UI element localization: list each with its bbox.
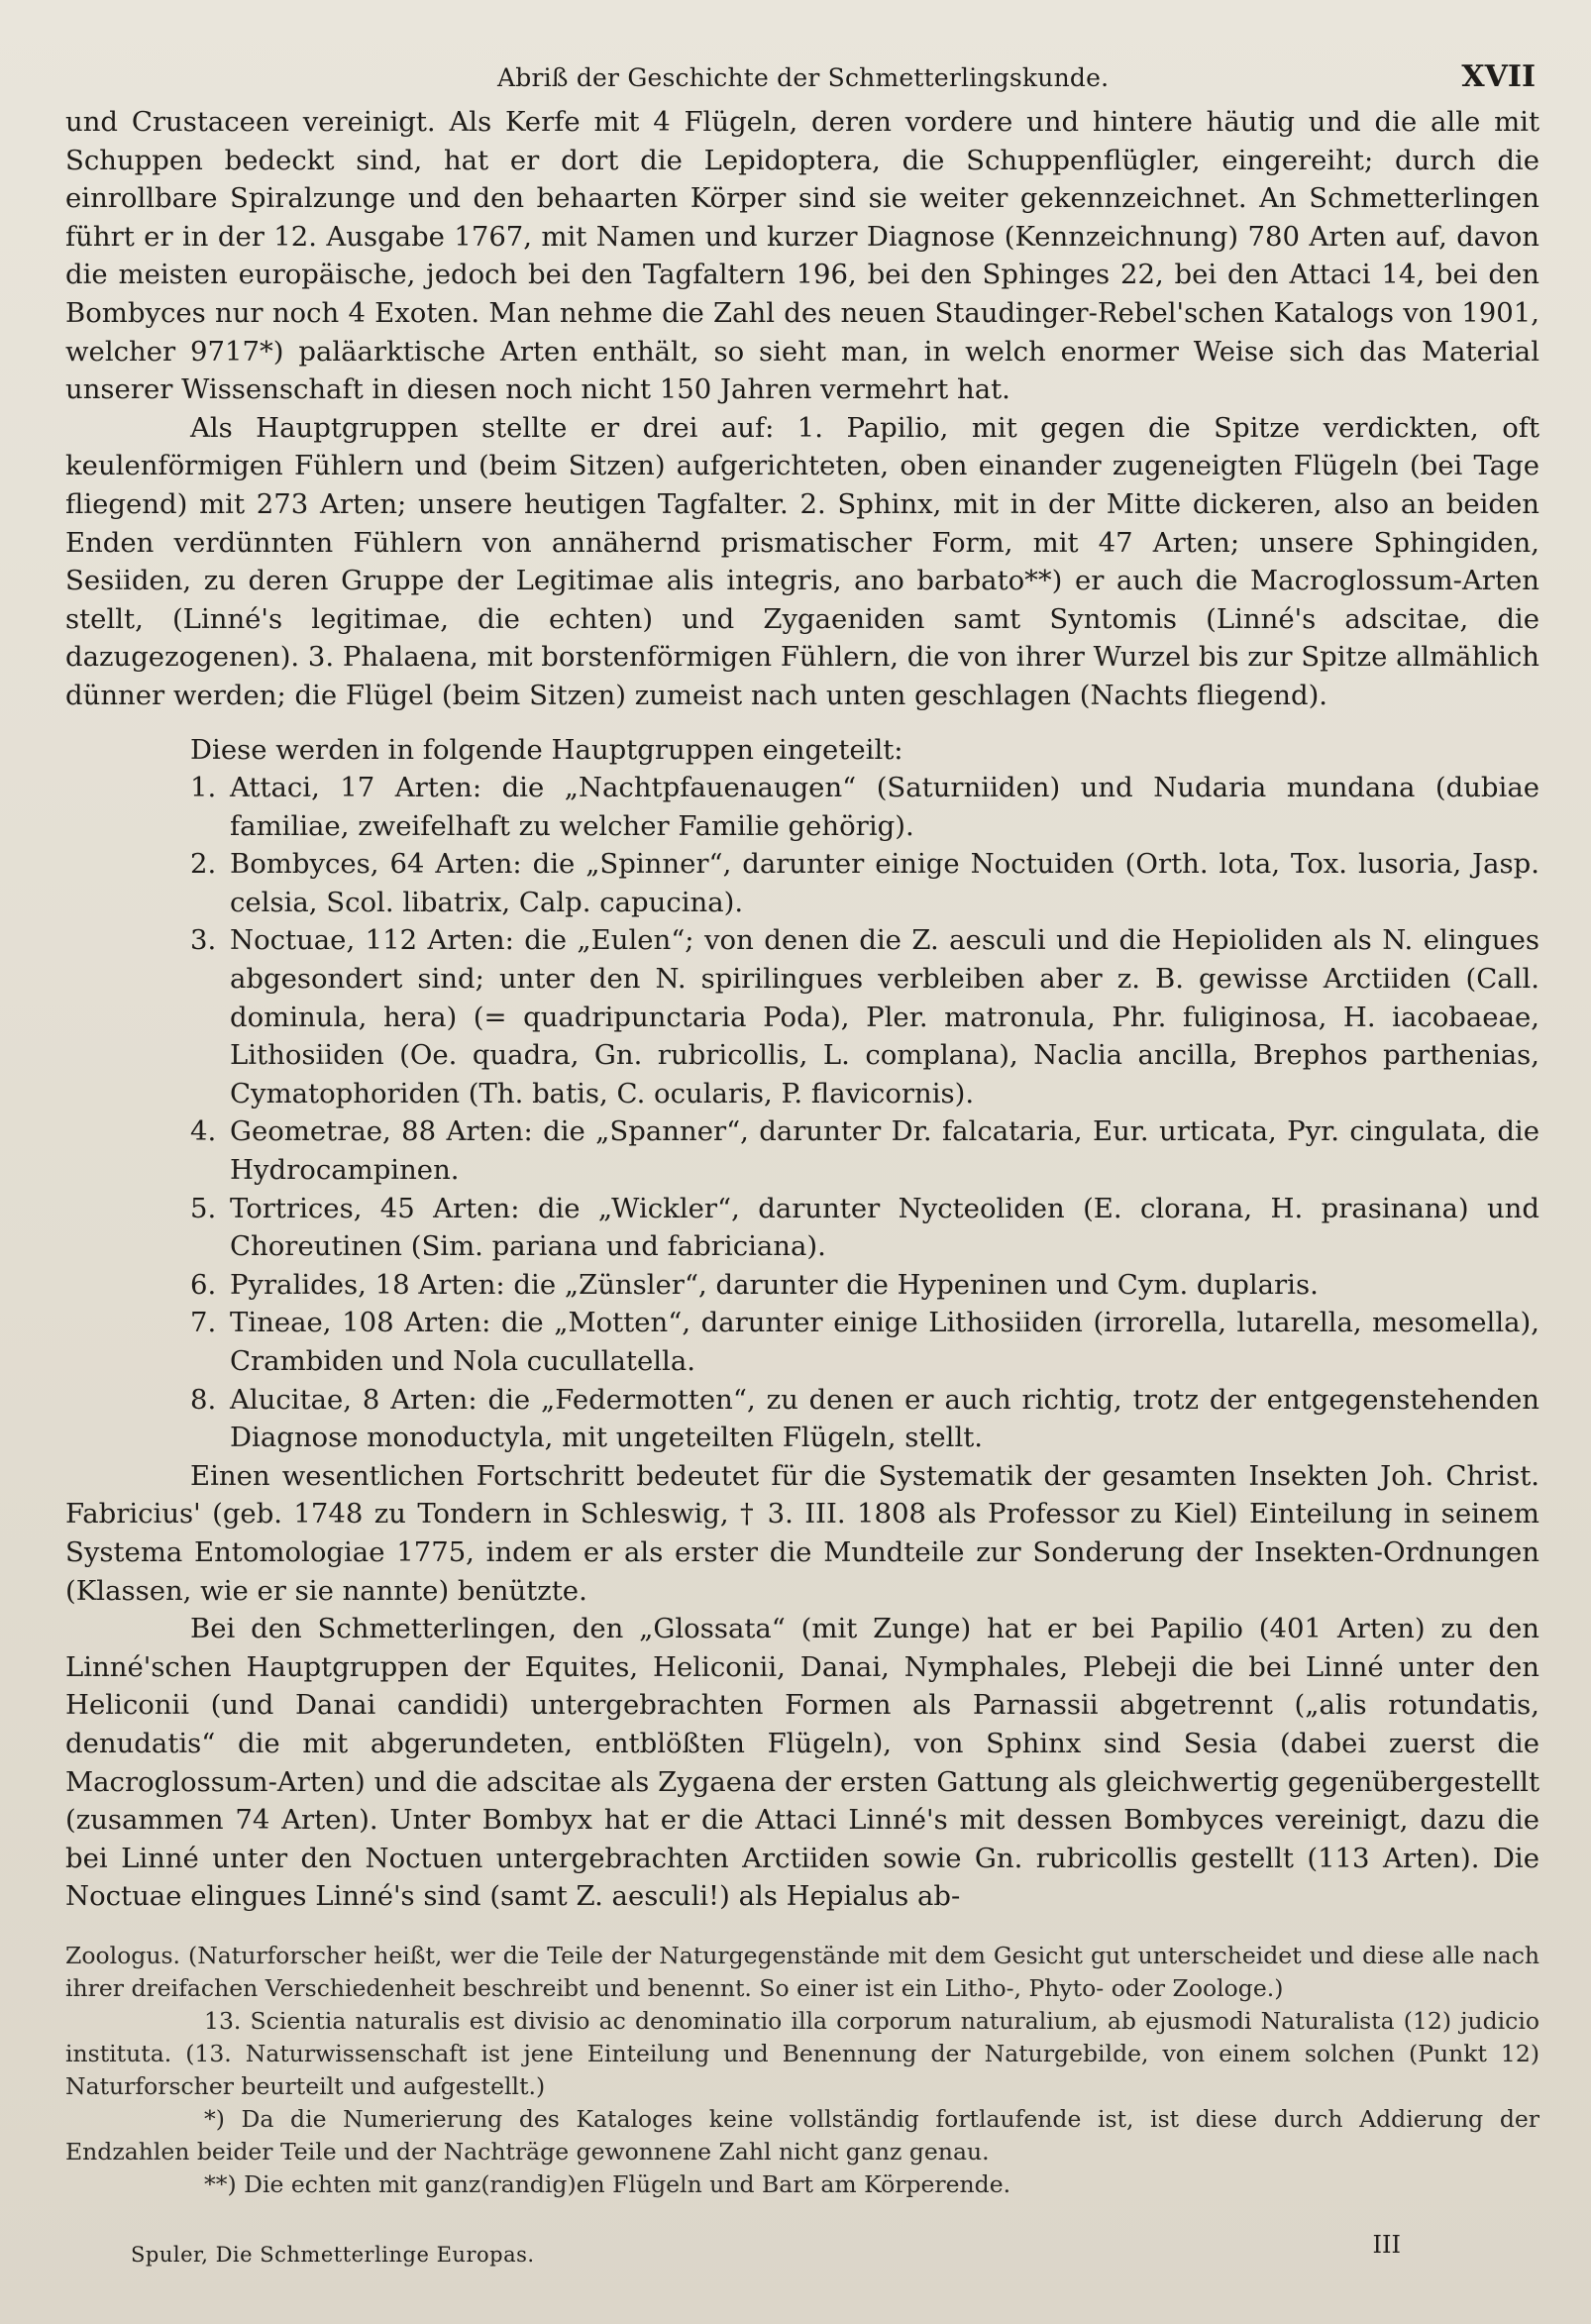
list-item-text: Attaci, 17 Arten: die „Nachtpfauenaugen“ (Saturniiden) und Nudaria mundana (dubiae familiae, zweifelhaft zu welcher Familie gehörig).	[230, 772, 1539, 842]
footnote-continuation: Zoologus. (Naturforscher heißt, wer die Teile der Naturgegenstände mit dem Gesicht gut unterscheidet und diese alle nach ihrer dreifachen Verschiedenheit beschreibt und benennt. So einer ist ein Litho-, Phyto- oder Zoologe.)	[65, 1941, 1539, 2002]
list-item	[190, 1304, 1539, 1380]
list-item-number: 1.	[190, 772, 217, 804]
list-item	[190, 1190, 1539, 1266]
paragraph-linnaeus-classification: und Crustaceen vereinigt. Als Kerfe mit 4 Flügeln, deren vordere und hintere häutig und die alle mit Schuppen bedeckt sind, hat er dort die Lepidoptera, die Schuppenflügler, eingereiht; durch die einrollbare Spiralzunge und den behaarten Körper sind sie weiter gekennzeichnet. An Schmetterlingen führt er in der 12. Ausgabe 1767, mit Namen und kurzer Diagnose (Kennzeichnung) 780 Arten auf, davon die meisten europäische, jedoch bei den Tagfaltern 196, bei den Sphinges 22, bei den Attaci 14, bei den Bombyces nur noch 4 Exoten. Man nehme die Zahl des neuen Staudinger-Rebel'schen Katalogs von 1901, welcher 9717*) paläarktische Arten enthält, so sieht man, in welch enormer Weise sich das Material unserer Wissenschaft in diesen noch nicht 150 Jahren vermehrt hat.	[65, 106, 1539, 406]
list-item	[190, 1266, 1539, 1305]
list-item-text: Pyralides, 18 Arten: die „Zünsler“, darunter die Hypeninen und Cym. duplaris.	[230, 1268, 1319, 1301]
list-item-number: 5.	[190, 1192, 217, 1224]
list-item-number: 3.	[190, 924, 217, 957]
list-item	[190, 845, 1539, 921]
running-head	[65, 59, 1539, 103]
list-item	[190, 1381, 1539, 1457]
main-text	[65, 103, 1539, 1916]
page-footer	[65, 2231, 1539, 2271]
list-item-text: Geometrae, 88 Arten: die „Spanner“, darunter Dr. falcataria, Eur. urticata, Pyr. cingulata, die Hydrocampinen.	[230, 1115, 1539, 1187]
page-number: XVII	[1461, 59, 1536, 94]
group-list	[190, 769, 1539, 1457]
list-item-number: 7.	[190, 1307, 217, 1339]
footnote-star: *) Da die Numerierung des Kataloges keine vollständig fortlaufende ist, ist diese durch Addierung der Endzahlen beider Teile und der Nachträge gewonnene Zahl nicht ganz genau.	[65, 2104, 1539, 2166]
list-item-number: 6.	[190, 1268, 217, 1301]
list-item-text: Alucitae, 8 Arten: die „Federmotten“, zu denen er auch richtig, trotz der entgegenstehenden Diagnose monoductyla, mit ungeteilten Flügeln, stellt.	[230, 1383, 1539, 1454]
list-item	[190, 921, 1539, 1112]
footnotes	[65, 1940, 1539, 2201]
list-item	[190, 769, 1539, 845]
list-item-number: 4.	[190, 1115, 217, 1148]
paragraph-glossata: Bei den Schmetterlingen, den „Glossata“ (mit Zunge) hat er bei Papilio (401 Arten) zu den Linné'schen Hauptgruppen der Equites, Heliconii, Danai, Nymphales, Plebeji die bei Linné unter den Heliconii (und Danai candidi) untergebrachten Formen als Parnassii abgetrennt („alis rotundatis, denudatis“ die mit abgerundeten, entblößten Flügeln), von Sphinx sind Sesia (dabei zuerst die Macroglossum-Arten) und die adscitae als Zygaena der ersten Gattung als gleichwertig gegenübergestellt (zusammen 74 Arten). Unter Bombyx hat er die Attaci Linné's mit dessen Bombyces vereinigt, dazu die bei Linné unter den Noctuen untergebrachten Arctiiden sowie Gn. rubricollis gestellt (113 Arten). Die Noctuae elingues Linné's sind (samt Z. aesculi!) als Hepialus ab-	[65, 1613, 1539, 1913]
list-item-number: 2.	[190, 848, 217, 881]
list-item-text: Tortrices, 45 Arten: die „Wickler“, darunter Nycteoliden (E. clorana, H. prasinana) und Choreutinen (Sim. pariana und fabriciana).	[230, 1192, 1539, 1263]
paragraph-main-groups: Als Hauptgruppen stellte er drei auf: 1. Papilio, mit gegen die Spitze verdickten, oft keulenförmigen Fühlern und (beim Sitzen) aufgerichteten, oben einander zugeneigten Flügeln (bei Tage fliegend) mit 273 Arten; unsere heutigen Tagfalter. 2. Sphinx, mit in der Mitte dickeren, also an beiden Enden verdünnten Fühlern von annähernd prismatischer Form, mit 47 Arten; unsere Sphingiden, Sesiiden, zu deren Gruppe der Legitimae alis integris, ano barbato**) er auch die Macroglossum-Arten stellt, (Linné's legitimae, die echten) und Zygaeniden samt Syntomis (Linné's adscitae, die dazugezogenen). 3. Phalaena, mit borstenförmigen Fühlern, die von ihrer Wurzel bis zur Spitze allmählich dünner werden; die Flügel (beim Sitzen) zumeist nach unten geschlagen (Nachts fliegend).	[65, 411, 1539, 711]
list-item	[190, 1112, 1539, 1189]
footnote-double-star: **) Die echten mit ganz(randig)en Flügeln und Bart am Körperende.	[204, 2169, 1011, 2198]
list-item-number: 8.	[190, 1383, 217, 1416]
footer-author: Spuler, Die Schmetterlinge Europas.	[131, 2243, 535, 2267]
list-item-text: Bombyces, 64 Arten: die „Spinner“, darunter einige Noctuiden (Orth. lota, Tox. lusoria, Jasp. celsia, Scol. libatrix, Calp. capucina).	[230, 848, 1539, 918]
paragraph-groups-intro: Diese werden in folgende Hauptgruppen eingeteilt:	[190, 733, 903, 766]
signature-mark: III	[1372, 2231, 1401, 2259]
list-item-text: Tineae, 108 Arten: die „Motten“, darunter einige Lithosiiden (irrorella, lutarella, mesomella), Crambiden und Nola cucullatella.	[230, 1307, 1539, 1377]
paragraph-fabricius: Einen wesentlichen Fortschritt bedeutet für die Systematik der gesamten Insekten Joh. Christ. Fabricius' (geb. 1748 zu Tondern in Schleswig, † 3. III. 1808 als Professor zu Kiel) Einteilung in seinem Systema Entomologiae 1775, indem er als erster die Mundteile zur Sonderung der Insekten-Ordnungen (Klassen, wie er sie nannte) benützte.	[65, 1459, 1539, 1607]
footnote-13: 13. Scientia naturalis est divisio ac denominatio illa corporum naturalium, ab ejusmodi Naturalista (12) judicio instituta. (13. Naturwissenschaft ist jene Einteilung und Benennung der Naturgebilde, von einem solchen (Punkt 12) Naturforscher beurteilt und aufgestellt.)	[65, 2006, 1539, 2100]
running-title: Abriß der Geschichte der Schmetterlingskunde.	[497, 63, 1110, 92]
list-item-text: Noctuae, 112 Arten: die „Eulen“; von denen die Z. aesculi und die Hepioliden als N. elingues abgesondert sind; unter den N. spirilingues verbleiben aber z. B. gewisse Arctiiden (Call. dominula, hera) (= quadripunctaria Poda), Pler. matronula, Phr. fuliginosa, H. iacobaeae, Lithosiiden (Oe. quadra, Gn. rubricollis, L. complana), Naclia ancilla, Brephos parthenias, Cymatophoriden (Th. batis, C. ocularis, P. flavicornis).	[230, 924, 1539, 1109]
